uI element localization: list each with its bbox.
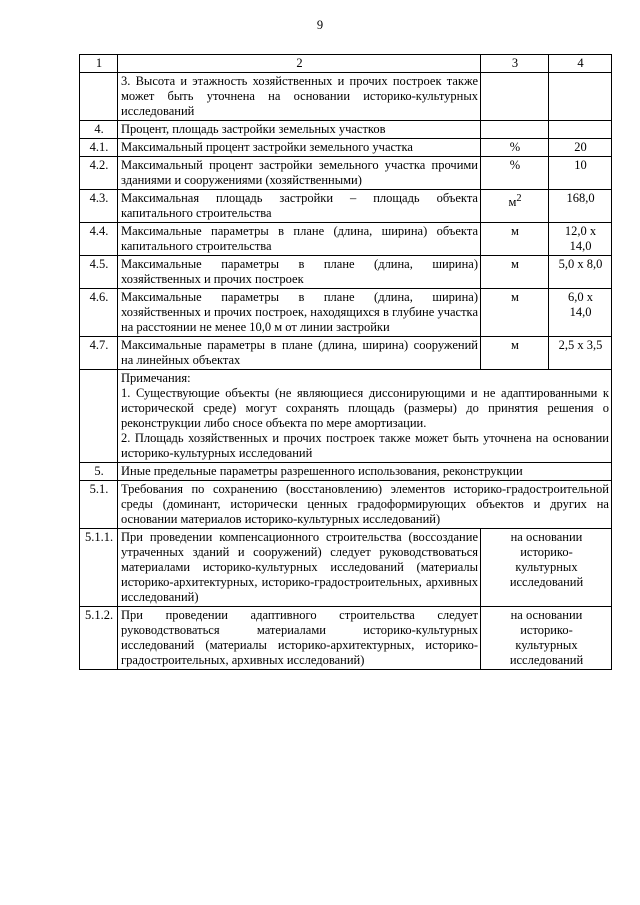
table-row [80,256,612,289]
row-number: 4.1. [80,139,118,157]
row-unit: м [481,337,549,370]
row-text: Максимальные параметры в плане (длина, ширина) объекта капитального строительства [118,223,481,256]
row-number: 5.1.1. [80,529,118,607]
row-unit: % [481,157,549,190]
table-row [80,289,612,337]
row-text: 3. Высота и этажность хозяйственных и прочих построек также может быть уточнена на основании историко-культурных исследований [118,73,481,121]
row-text: При проведении компенсационного строительства (воссоздание утраченных зданий и сооружений) следует руководствоваться материалами историко-культурных исследований (материалы историко-архитектурных, историко-градостроительных, архивных исследований) [118,529,481,607]
note-item-2: 2. Площадь хозяйственных и прочих построек также может быть уточнена на основании историко-культурных исследований [121,431,609,460]
row-number: 4.6. [80,289,118,337]
row-unit: м [481,289,549,337]
header-col-1: 1 [80,55,118,73]
table-row [80,121,612,139]
row-number: 5.1. [80,481,118,529]
table-row [80,157,612,190]
row-value: 20 [549,139,612,157]
table-row-section-5-1-2 [80,607,612,670]
table-row-section-5-1-1 [80,529,612,607]
row-value [549,121,612,139]
row-unit: % [481,139,549,157]
row-text: При проведении адаптивного строительства следует руководствоваться материалами историко-культурных исследований (материалы историко-архитектурных, историко-градостроительных, архивных исследований) [118,607,481,670]
row-number: 4.2. [80,157,118,190]
row-basis: на основании историко- культурных исследований [481,607,612,670]
unit-base: м [508,195,517,210]
row-unit [481,121,549,139]
table-row [80,337,612,370]
row-text: Максимальная площадь застройки – площадь объекта капитального строительства [118,190,481,223]
page-number: 9 [316,18,324,32]
row-value: 12,0 х 14,0 [549,223,612,256]
row-text: Иные предельные параметры разрешенного использования, реконструкции [118,463,612,481]
row-text: Максимальные параметры в плане (длина, ширина) хозяйственных и прочих построек [118,256,481,289]
row-number: 5.1.2. [80,607,118,670]
table-header-row [80,55,612,73]
row-basis: на основании историко- культурных исследований [481,529,612,607]
row-number [80,73,118,121]
row-text: Процент, площадь застройки земельных участков [118,121,481,139]
parameters-table [79,54,612,670]
row-number: 4.7. [80,337,118,370]
header-col-4: 4 [549,55,612,73]
row-text: Максимальные параметры в плане (длина, ширина) сооружений на линейных объектах [118,337,481,370]
row-value: 5,0 х 8,0 [549,256,612,289]
row-value: 10 [549,157,612,190]
notes-number [80,370,118,463]
header-col-3: 3 [481,55,549,73]
row-unit [481,190,549,223]
notes-row [80,370,612,463]
row-number: 4.5. [80,256,118,289]
row-value [549,73,612,121]
row-value: 168,0 [549,190,612,223]
row-value: 2,5 х 3,5 [549,337,612,370]
row-value: 6,0 х 14,0 [549,289,612,337]
row-text: Максимальные параметры в плане (длина, ширина) хозяйственных и прочих построек, находящихся в глубине участка на расстоянии не менее 10,0 м от линии застройки [118,289,481,337]
row-number: 4.3. [80,190,118,223]
row-number: 5. [80,463,118,481]
header-col-2: 2 [118,55,481,73]
table-row-section-5 [80,463,612,481]
table-row [80,73,612,121]
table-row-section-5-1 [80,481,612,529]
row-text: Требования по сохранению (восстановлению) элементов историко-градостроительной среды (доминант, исторически ценных градоформирующих объектов и других на основании материалов историко-культурных исследований) [118,481,612,529]
row-unit [481,73,549,121]
unit-superscript: 2 [516,193,522,204]
table-row [80,139,612,157]
note-item-1: 1. Существующие объекты (не являющиеся диссонирующими и не адаптированными к исторической среде) могут сохранять площадь (размеры) до принятия решения о реконструкции либо сносе объекта по мере амортизации. [121,386,609,430]
row-unit: м [481,256,549,289]
row-text: Максимальный процент застройки земельного участка [118,139,481,157]
row-unit: м [481,223,549,256]
row-number: 4.4. [80,223,118,256]
table-row [80,223,612,256]
row-text: Максимальный процент застройки земельного участка прочими зданиями и сооружениями (хозяйственными) [118,157,481,190]
row-number: 4. [80,121,118,139]
table-row [80,190,612,223]
notes-title: Примечания: [121,371,191,385]
notes-cell [118,370,612,463]
